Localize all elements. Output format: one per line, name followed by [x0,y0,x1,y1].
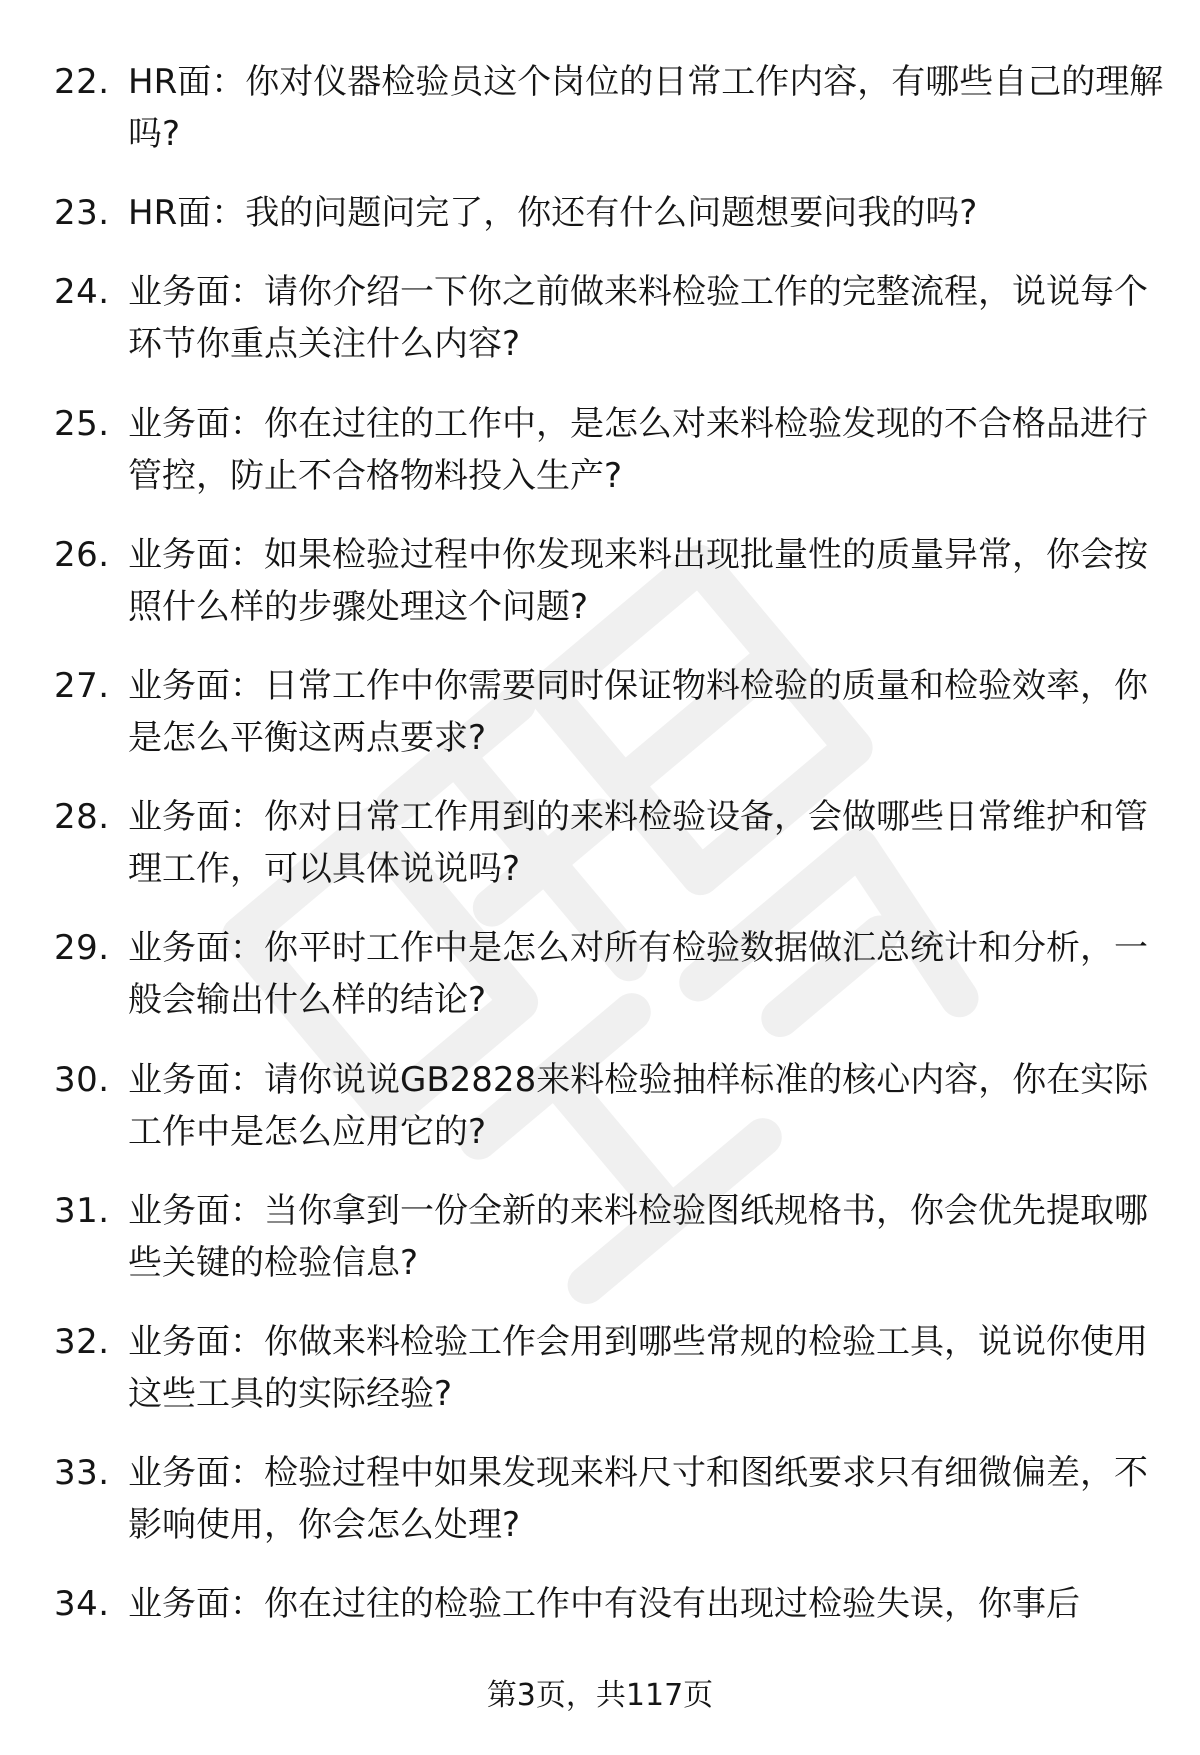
question-item [54,1185,1164,1289]
question-text: 业务面：你平时工作中是怎么对所有检验数据做汇总统计和分析，一般会输出什么样的结论? [128,928,1148,1021]
question-text: 业务面：如果检验过程中你发现来料出现批量性的质量异常，你会按照什么样的步骤处理这个问题? [128,534,1148,627]
question-number: 25. [54,403,110,444]
question-item [54,1316,1164,1420]
question-text: 业务面：日常工作中你需要同时保证物料检验的质量和检验效率，你是怎么平衡这两点要求? [128,665,1148,758]
question-text: 业务面：你在过往的工作中，是怎么对来料检验发现的不合格品进行管控，防止不合格物料投入生产? [128,403,1148,496]
question-item [54,187,1164,239]
question-number: 28. [54,797,110,838]
question-number: 29. [54,928,110,969]
question-item [54,1447,1164,1551]
question-item [54,1578,1164,1630]
question-item [54,398,1164,502]
question-text: 业务面：你在过往的检验工作中有没有出现过检验失误，你事后 [128,1584,1080,1625]
question-number: 24. [54,272,110,313]
question-item [54,56,1164,160]
question-number: 22. [54,62,110,102]
question-text: 业务面：当你拿到一份全新的来料检验图纸规格书，你会优先提取哪些关键的检验信息? [128,1190,1148,1283]
question-list [54,56,1164,1657]
question-text: 业务面：请你说说GB2828来料检验抽样标准的核心内容，你在实际工作中是怎么应用它的? [128,1059,1149,1152]
question-item [54,922,1164,1026]
question-text: 业务面：检验过程中如果发现来料尺寸和图纸要求只有细微偏差，不影响使用，你会怎么处理? [128,1453,1148,1546]
question-text: 业务面：请你介绍一下你之前做来料检验工作的完整流程，说说每个环节你重点关注什么内容? [128,272,1148,365]
question-number: 31. [54,1190,110,1231]
question-text: 业务面：你做来料检验工作会用到哪些常规的检验工具，说说你使用这些工具的实际经验? [128,1321,1148,1414]
question-number: 27. [54,665,110,706]
question-number: 23. [54,193,110,234]
page-footer: 第3页，共117页 [486,1678,714,1713]
question-number: 32. [54,1321,110,1362]
question-text: HR面：我的问题问完了，你还有什么问题想要问我的吗? [128,193,978,234]
question-item [54,1054,1164,1158]
question-item [54,791,1164,895]
question-number: 33. [54,1453,110,1494]
question-number: 30. [54,1059,110,1100]
question-item [54,660,1164,764]
question-item [54,529,1164,633]
question-item [54,266,1164,370]
question-number: 26. [54,534,110,575]
question-text: 业务面：你对日常工作用到的来料检验设备，会做哪些日常维护和管理工作，可以具体说说吗? [128,797,1148,890]
question-text: HR面：你对仪器检验员这个岗位的日常工作内容，有哪些自己的理解吗? [128,62,1164,154]
question-number: 34. [54,1584,110,1625]
